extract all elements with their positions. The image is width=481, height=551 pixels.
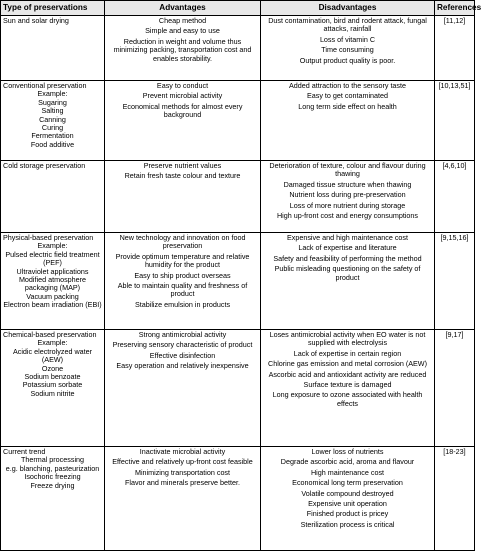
disadvantage-item: High maintenance cost [310,467,385,477]
disadvantage-item: Ascorbic acid and antioxidant activity are reduced [268,369,427,379]
advantage-item: Able to maintain quality and freshness of product [117,281,248,299]
disadvantage-item: Added attraction to the sensory taste [288,81,407,90]
type-example: Example: [37,89,68,99]
advantage-item: Simple and easy to use [145,26,220,36]
table-row [1,233,475,330]
cell-disadvantages [261,81,435,161]
advantage-item: Preserving sensory characteristic of product [112,340,253,350]
header-disadvantages: Disadvantages [261,1,435,16]
advantage-item: Inactivate microbial activity [139,447,226,456]
type-example: Vacuum packing [26,291,79,301]
cell-references: [11,12] [435,16,475,81]
type-example: Sodium nitrite [30,388,75,398]
type-example: Ozone [41,363,64,373]
advantage-item: Cheap method [158,16,207,25]
disadvantage-item: Surface texture is damaged [303,380,392,390]
disadvantage-item: Finished product is pricey [306,509,389,519]
type-title: Chemical-based preservation [3,330,97,339]
cell-disadvantages [261,161,435,233]
type-title: Current trend [3,447,46,456]
disadvantage-item: Expensive and high maintenance cost [286,233,409,242]
type-example: Fermentation [31,131,74,141]
table-row [1,16,475,81]
advantage-item: Stabilize emulsion in products [134,299,231,309]
advantage-item: Effective and relatively up-front cost feasible [112,457,253,467]
disadvantage-item: Nutrient loss during pre-preservation [289,190,406,200]
disadvantage-item: Safety and feasibility of performing the method [273,253,422,263]
cell-type [1,233,105,330]
disadvantage-item: Public misleading questioning on the safety of product [274,264,421,282]
advantage-item: Easy operation and relatively inexpensive [116,361,249,371]
disadvantage-item: Lower loss of nutrients [311,447,384,456]
cell-references: [18-23] [435,447,475,551]
cell-type [1,161,105,233]
type-title: Physical-based preservation [3,233,94,242]
type-example: Pulsed electric field treatment (PEF) [5,249,100,268]
advantage-item: Strong antimicrobial activity [138,330,227,339]
advantage-item: New technology and innovation on food preservation [119,233,246,251]
disadvantage-item: Chlorine gas emission and metal corrosion (AEW) [268,359,427,369]
disadvantage-item: Easy to get contaminated [306,91,389,101]
type-example: Isochoric freezing [24,472,81,482]
header-references: References [435,1,475,16]
cell-type [1,447,105,551]
cell-disadvantages [261,16,435,81]
disadvantage-item: Lack of expertise in certain region [293,348,402,358]
type-example: Salting [41,106,64,116]
cell-advantages [105,161,261,233]
advantage-item: Easy to conduct [156,81,209,90]
cell-disadvantages [261,330,435,447]
cell-references: [10,13,51] [435,81,475,161]
cell-references: [9,17] [435,330,475,447]
table-row [1,330,475,447]
disadvantage-item: Lack of expertise and literature [298,243,397,253]
table-row [1,161,475,233]
disadvantage-item: Sterilization process is critical [300,519,395,529]
disadvantage-item: Output product quality is poor. [299,55,396,65]
type-title: Conventional preservation [3,81,87,90]
cell-advantages [105,233,261,330]
header-type: Type of preservations [1,1,105,16]
type-title: Cold storage preservation [3,161,86,170]
type-example: Canning [39,114,66,124]
disadvantage-item: Degrade ascorbic acid, aroma and flavour [280,457,415,467]
cell-advantages [105,81,261,161]
header-advantages: Advantages [105,1,261,16]
advantage-item: Easy to ship product overseas [134,270,231,280]
disadvantage-item: High up-front cost and energy consumptions [276,211,419,221]
cell-type [1,16,105,81]
advantage-item: Retain fresh taste colour and texture [124,171,241,181]
advantage-item: Provide optimum temperature and relative humidity for the product [115,251,250,270]
disadvantage-item: Long term side effect on health [298,101,397,111]
type-example: Example: [37,338,68,348]
type-example: Potassium sorbate [22,380,83,390]
cell-advantages [105,447,261,551]
type-example: Freeze drying [30,480,75,490]
advantage-item: Economical methods for almost every background [122,101,243,120]
disadvantage-item: Long exposure to ozone associated with health effects [272,390,423,408]
advantage-item: Flavor and minerals preserve better. [124,478,241,488]
advantage-item: Effective disinfection [149,350,216,360]
type-example: Electron beam irradiation (EBI) [3,300,102,310]
cell-advantages [105,16,261,81]
cell-type [1,81,105,161]
type-example: Sodium benzoate [24,372,81,382]
cell-advantages [105,330,261,447]
table-row [1,447,475,551]
advantage-item: Preserve nutrient values [143,161,222,170]
disadvantage-item: Loss of more nutrient during storage [289,200,406,210]
disadvantage-item: Loss of vitamin C [319,34,376,44]
disadvantage-item: Economical long term preservation [292,478,403,488]
header-row [1,1,475,16]
disadvantage-item: Damaged tissue structure when thawing [283,179,412,189]
disadvantage-item: Loses antimicrobial activity when EO water is not supplied with electrolysis [269,330,426,348]
type-title: Sun and solar drying [3,16,69,25]
advantage-item: Minimizing transportation cost [134,467,231,477]
type-example: Curing [41,123,64,133]
cell-type [1,330,105,447]
cell-references: [4,6,10] [435,161,475,233]
type-example: Food additive [30,139,75,149]
cell-references: [9,15,16] [435,233,475,330]
advantage-item: Reduction in weight and volume thus minimizing packing, transportation cost and enables storability. [113,36,252,63]
disadvantage-item: Volatile compound destroyed [301,488,394,498]
advantage-item: Prevent microbial activity [142,91,223,101]
disadvantage-item: Dust contamination, bird and rodent attack, fungal attacks, rainfall [268,16,427,34]
type-example: Ultraviolet applications [16,266,89,276]
type-example: Sugaring [38,97,67,107]
type-example: Thermal processing [20,455,85,465]
table-row [1,81,475,161]
disadvantage-item: Time consuming [321,45,374,55]
cell-disadvantages [261,447,435,551]
type-example: e.g. blanching, pasteurization [5,463,100,473]
type-example: Acidic electrolyzed water (AEW) [12,346,93,365]
type-example: Modified atmosphere packaging (MAP) [18,275,87,293]
disadvantage-item: Expensive unit operation [308,499,387,509]
cell-disadvantages [261,233,435,330]
disadvantage-item: Deterioration of texture, colour and flavour during thawing [269,161,426,179]
type-example: Example: [37,241,68,251]
